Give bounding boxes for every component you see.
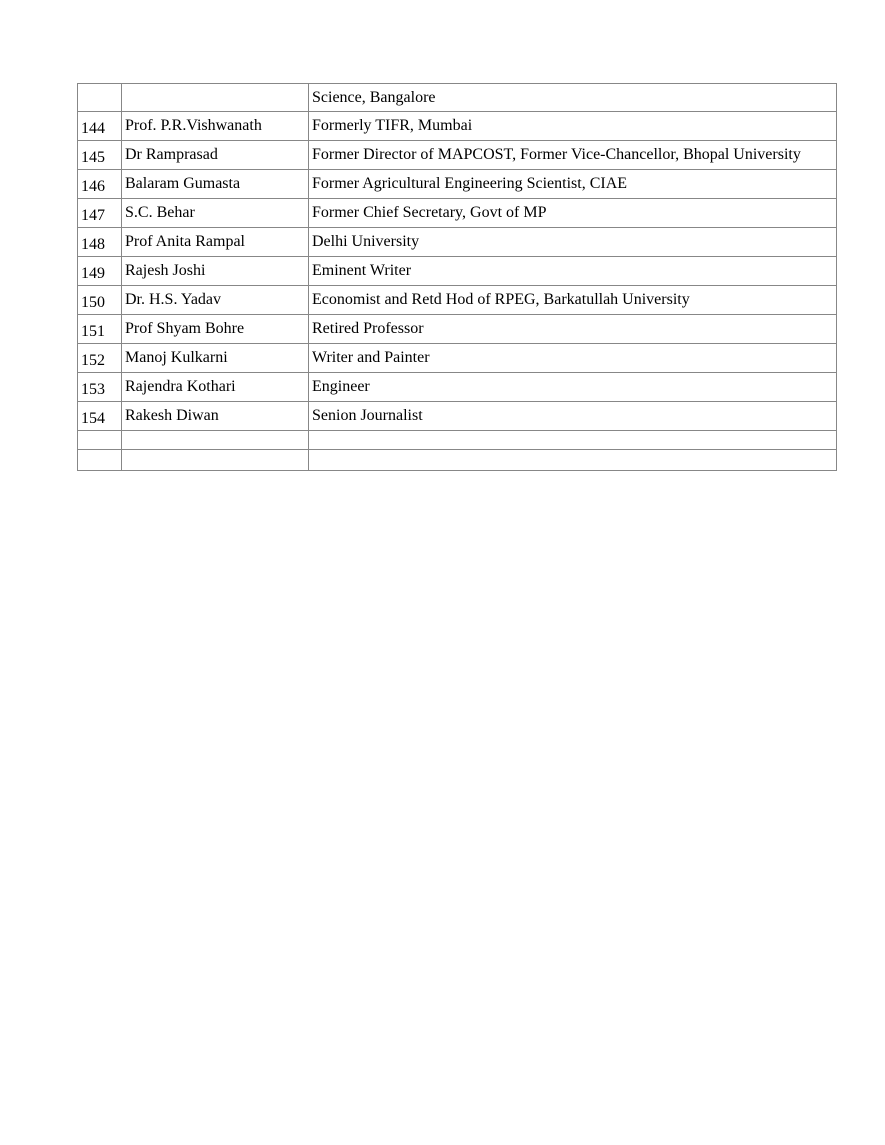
cell-member-name: Dr Ramprasad [122, 141, 309, 170]
cell-member-name: Prof Shyam Bohre [122, 315, 309, 344]
table-row [78, 315, 837, 344]
cell-member-name: Rajesh Joshi [122, 257, 309, 286]
cell-member-description: Former Director of MAPCOST, Former Vice-Chancellor, Bhopal University [309, 141, 837, 170]
cell-member-name: S.C. Behar [122, 199, 309, 228]
members-table-body [78, 84, 837, 471]
table-row [78, 431, 837, 450]
cell-member-description: Former Agricultural Engineering Scientist, CIAE [309, 170, 837, 199]
cell-member-description: Senion Journalist [309, 402, 837, 431]
table-row [78, 286, 837, 315]
table-row [78, 141, 837, 170]
cell-serial-number: 152 [78, 344, 122, 373]
cell-member-name: Dr. H.S. Yadav [122, 286, 309, 315]
cell-member-description [309, 450, 837, 471]
cell-serial-number [78, 450, 122, 471]
table-row [78, 112, 837, 141]
cell-member-description [309, 431, 837, 450]
cell-serial-number: 149 [78, 257, 122, 286]
cell-serial-number: 151 [78, 315, 122, 344]
cell-serial-number [78, 431, 122, 450]
cell-member-description: Former Chief Secretary, Govt of MP [309, 199, 837, 228]
cell-serial-number: 147 [78, 199, 122, 228]
cell-serial-number: 145 [78, 141, 122, 170]
cell-serial-number [78, 84, 122, 112]
cell-member-name: Prof Anita Rampal [122, 228, 309, 257]
cell-member-name [122, 84, 309, 112]
table-row [78, 199, 837, 228]
cell-member-description: Retired Professor [309, 315, 837, 344]
cell-serial-number: 146 [78, 170, 122, 199]
cell-member-description: Writer and Painter [309, 344, 837, 373]
table-row [78, 170, 837, 199]
table-row [78, 228, 837, 257]
cell-member-name: Balaram Gumasta [122, 170, 309, 199]
cell-member-name [122, 450, 309, 471]
cell-member-name [122, 431, 309, 450]
cell-member-description: Delhi University [309, 228, 837, 257]
cell-serial-number: 144 [78, 112, 122, 141]
table-row [78, 402, 837, 431]
members-table [77, 83, 837, 471]
cell-serial-number: 154 [78, 402, 122, 431]
table-row [78, 450, 837, 471]
cell-member-name: Rakesh Diwan [122, 402, 309, 431]
table-row [78, 257, 837, 286]
cell-member-description: Economist and Retd Hod of RPEG, Barkatullah University [309, 286, 837, 315]
cell-serial-number: 153 [78, 373, 122, 402]
cell-member-description: Science, Bangalore [309, 84, 837, 112]
table-row [78, 344, 837, 373]
table-row [78, 84, 837, 112]
cell-member-name: Manoj Kulkarni [122, 344, 309, 373]
cell-member-description: Engineer [309, 373, 837, 402]
cell-member-name: Prof. P.R.Vishwanath [122, 112, 309, 141]
cell-serial-number: 150 [78, 286, 122, 315]
cell-member-description: Eminent Writer [309, 257, 837, 286]
cell-member-name: Rajendra Kothari [122, 373, 309, 402]
table-row [78, 373, 837, 402]
cell-serial-number: 148 [78, 228, 122, 257]
cell-member-description: Formerly TIFR, Mumbai [309, 112, 837, 141]
